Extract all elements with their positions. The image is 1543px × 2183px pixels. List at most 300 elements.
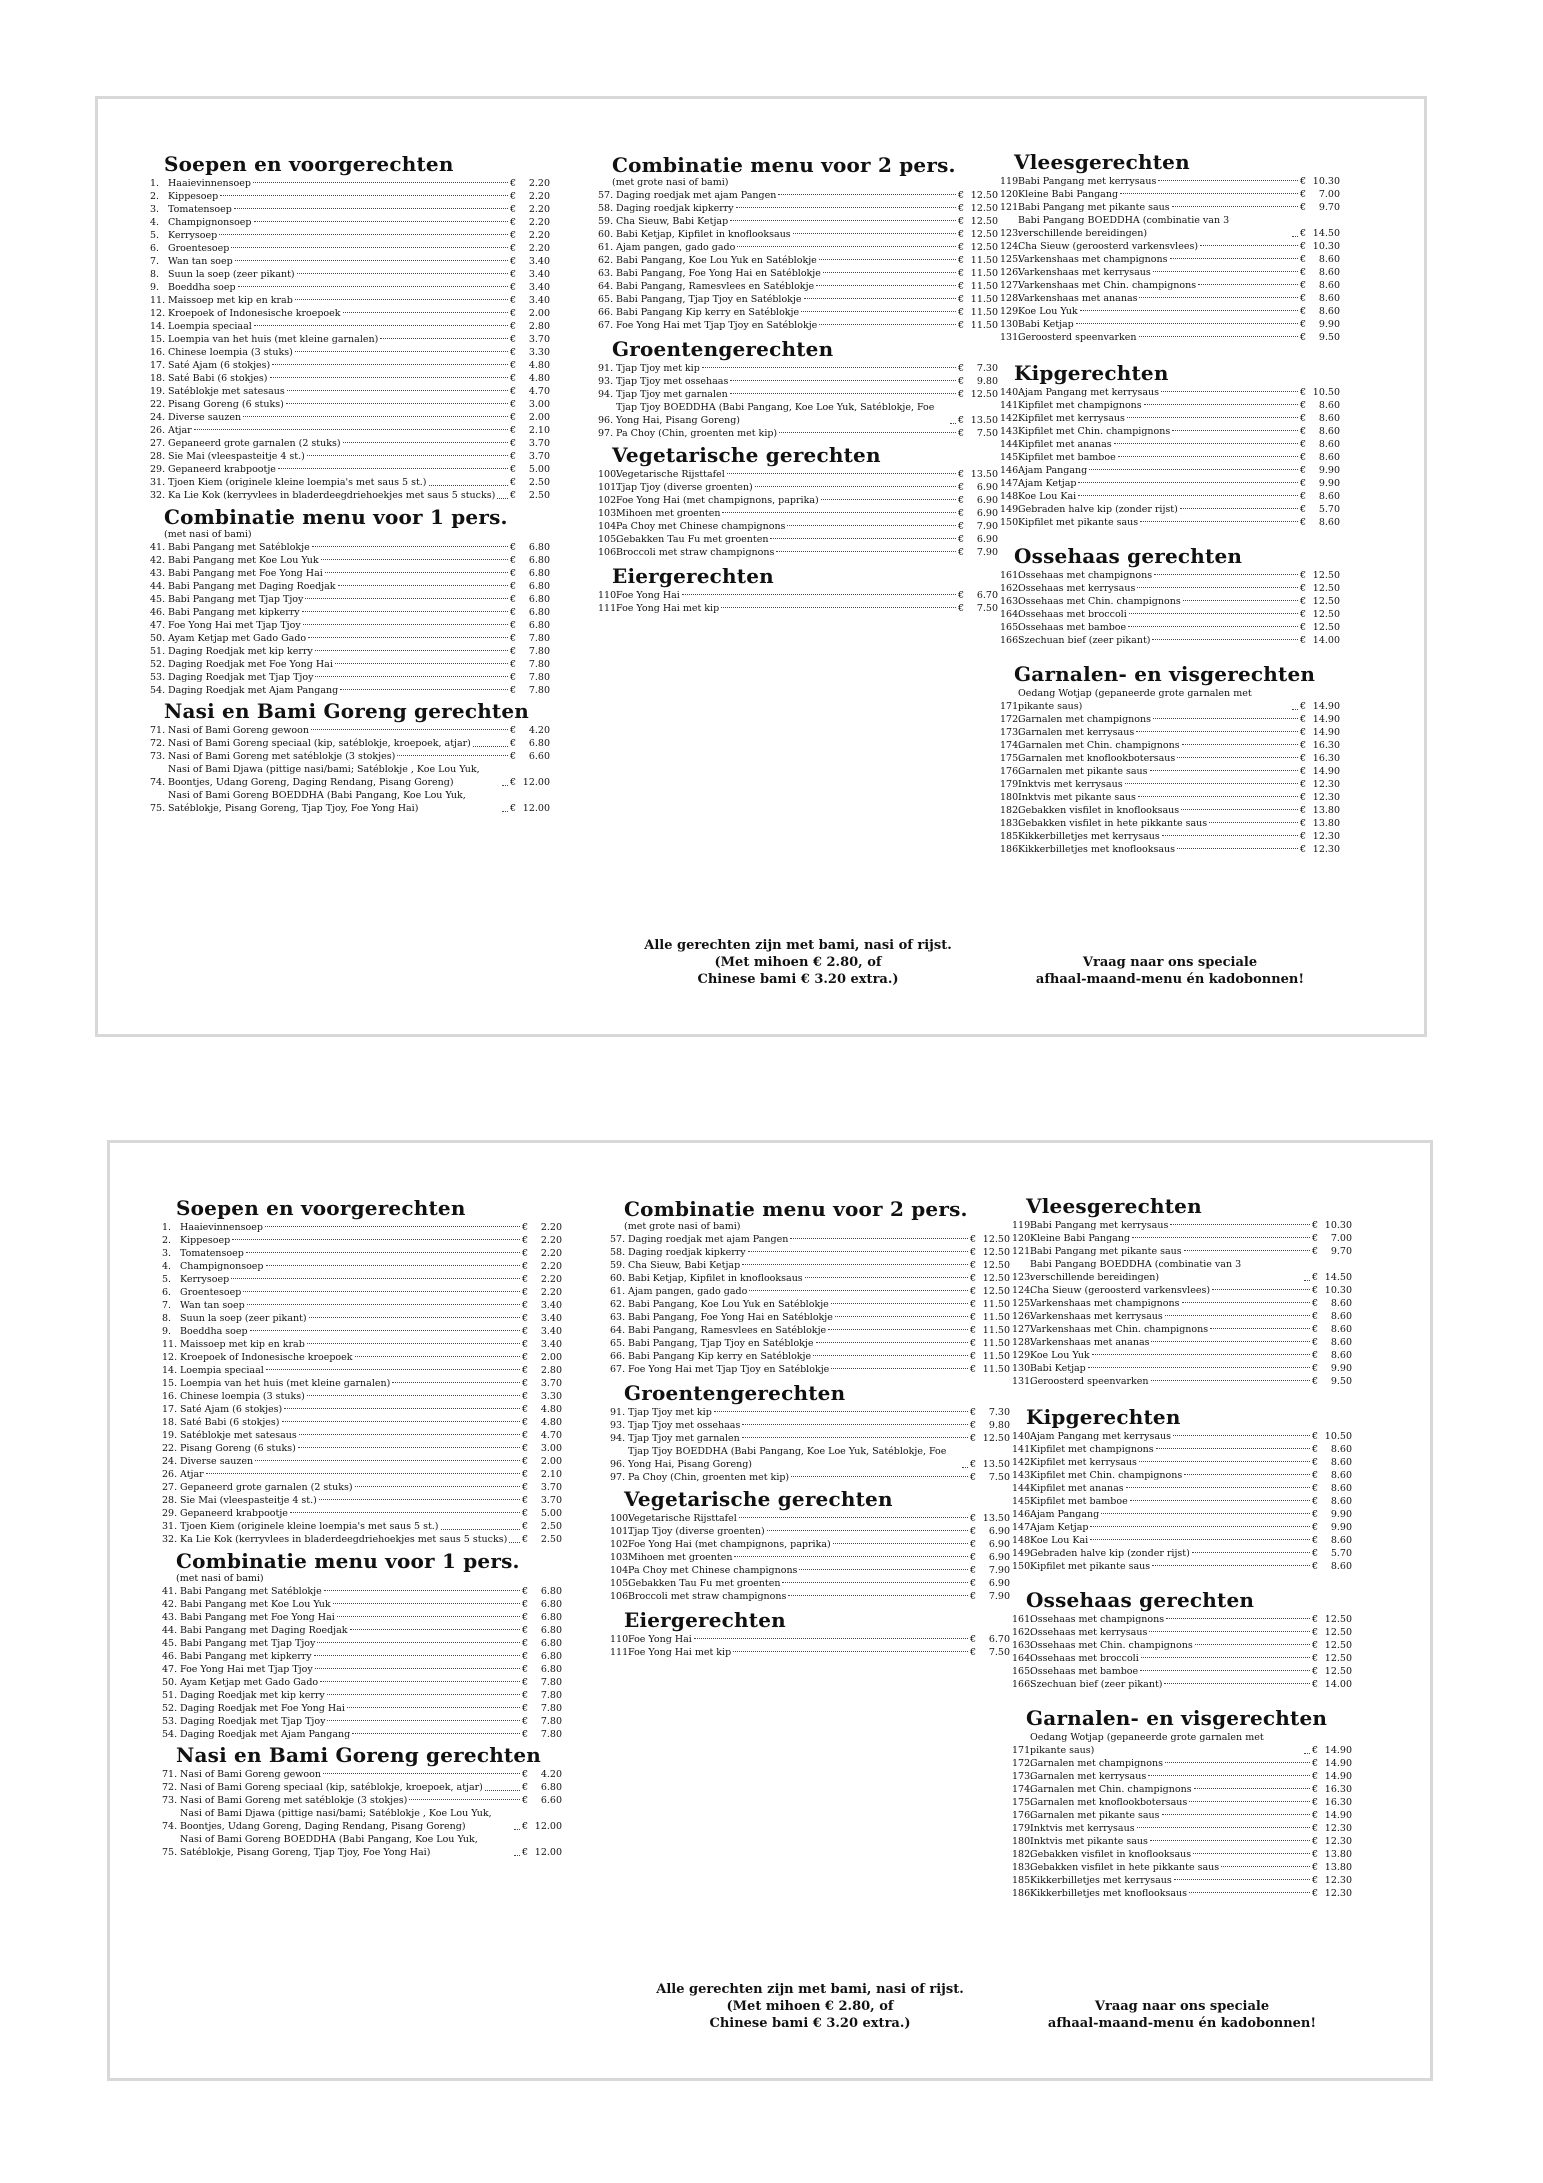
dot-leader	[194, 429, 508, 430]
menu-item-price: 7.90	[988, 1591, 1010, 1602]
dot-leader	[721, 607, 956, 608]
currency-symbol: €	[509, 217, 516, 228]
dot-leader	[1090, 1539, 1310, 1540]
menu-item-price: 11.50	[970, 320, 998, 331]
menu-item-name: Saté Ajam (6 stokjes)	[180, 1404, 283, 1415]
menu-item-number: 121.	[1000, 202, 1022, 213]
currency-symbol: €	[521, 1378, 528, 1389]
dot-leader	[730, 393, 956, 394]
dot-leader	[1198, 284, 1298, 285]
menu-item-number: 162.	[1012, 1627, 1034, 1638]
menu-item-price: 2.20	[528, 243, 550, 254]
menu-item-name: Maissoep met kip en krab	[180, 1339, 305, 1350]
currency-symbol: €	[509, 204, 516, 215]
menu-item-name: Varkenshaas met Chin. champignons	[1018, 280, 1197, 291]
currency-symbol: €	[521, 1821, 528, 1832]
dot-leader	[319, 1499, 520, 1500]
dot-leader	[1212, 1289, 1310, 1290]
menu-item-number: 162.	[1000, 583, 1022, 594]
section-soepen	[162, 1195, 562, 1546]
menu-item	[598, 602, 998, 615]
menu-item	[162, 1442, 562, 1455]
menu-item-number: 8.	[150, 269, 160, 280]
menu-item-name: Kikkerbilletjes met kerrysaus	[1030, 1875, 1172, 1886]
dot-leader	[284, 1408, 520, 1409]
dot-leader	[962, 1467, 968, 1468]
menu-item-price: 6.80	[540, 1651, 562, 1662]
menu-item-price: 12.50	[982, 1247, 1010, 1258]
menu-item	[150, 671, 550, 684]
menu-item-number: 163.	[1000, 596, 1022, 607]
menu-item-name: Groentesoep	[180, 1287, 242, 1298]
menu-item-name: Daging Roedjak met kip kerry	[180, 1690, 325, 1701]
menu-item-price: 3.40	[540, 1313, 562, 1324]
menu-item-price: 12.50	[1324, 1627, 1352, 1638]
menu-item-price: 8.60	[1318, 517, 1340, 528]
currency-symbol: €	[509, 308, 516, 319]
menu-item-price: 12.50	[1324, 1614, 1352, 1625]
section-kip	[1012, 1404, 1352, 1573]
dot-leader	[409, 1799, 520, 1800]
currency-symbol: €	[509, 594, 516, 605]
menu-item-number: 182.	[1012, 1849, 1034, 1860]
menu-item-name: Satéblokje met satesaus	[180, 1430, 297, 1441]
dot-leader	[1184, 1250, 1310, 1251]
dot-leader	[1154, 574, 1298, 575]
menu-item	[1012, 1757, 1352, 1770]
section-title: Soepen en voorgerechten	[176, 1196, 466, 1220]
menu-item	[1012, 1547, 1352, 1560]
menu-item-number: 28.	[150, 451, 166, 462]
dot-leader	[804, 298, 956, 299]
menu-item-name: Wan tan soep	[180, 1300, 245, 1311]
dot-leader	[1088, 1367, 1310, 1368]
dot-leader	[307, 455, 508, 456]
dot-leader	[778, 194, 956, 195]
currency-symbol: €	[1311, 1233, 1318, 1244]
currency-symbol: €	[957, 389, 964, 400]
dot-leader	[1151, 1380, 1310, 1381]
menu-item-name: Oedang Wotjap (gepaneerde grote garnalen met pikante saus)	[1030, 1732, 1264, 1756]
currency-symbol: €	[521, 1248, 528, 1259]
menu-item	[162, 1598, 562, 1611]
menu-item-number: 18.	[150, 373, 166, 384]
dot-leader	[1140, 521, 1298, 522]
menu-item	[1000, 503, 1340, 516]
section-groenten	[598, 336, 998, 440]
menu-item-price: 3.30	[540, 1391, 562, 1402]
menu-item-price: 8.60	[1330, 1470, 1352, 1481]
menu-item-number: 65.	[598, 294, 614, 305]
section-soepen	[150, 151, 550, 502]
currency-symbol: €	[957, 521, 964, 532]
currency-symbol: €	[957, 203, 964, 214]
menu-item-price: 3.40	[528, 282, 550, 293]
dot-leader	[1076, 323, 1298, 324]
menu-item-name: Inktvis met pikante saus	[1030, 1836, 1148, 1847]
menu-item-name: Suun la soep (zeer pikant)	[168, 269, 295, 280]
menu-item-number: 18.	[162, 1417, 178, 1428]
menu-item-price: 8.60	[1318, 439, 1340, 450]
currency-symbol: €	[969, 1260, 976, 1271]
dot-leader	[321, 559, 508, 560]
dot-leader	[816, 1342, 968, 1343]
currency-symbol: €	[1311, 1337, 1318, 1348]
menu-item-price: 9.90	[1318, 478, 1340, 489]
menu-item	[1012, 1508, 1352, 1521]
menu-item-number: 1.	[162, 1222, 172, 1233]
menu-item	[150, 750, 550, 763]
currency-symbol: €	[1311, 1324, 1318, 1335]
currency-symbol: €	[521, 1508, 528, 1519]
menu-item-price: 8.60	[1318, 280, 1340, 291]
menu-item-number: 59.	[598, 216, 614, 227]
dot-leader	[1139, 336, 1298, 337]
menu-item-number: 129.	[1012, 1350, 1034, 1361]
dot-leader	[355, 1486, 520, 1487]
menu-item-name: Haaievinnensoep	[180, 1222, 263, 1233]
dot-leader	[266, 1369, 520, 1370]
menu-item	[1000, 331, 1340, 344]
currency-symbol: €	[1299, 319, 1306, 330]
menu-item-name: Gebraden halve kip (zonder rijst)	[1018, 504, 1178, 515]
menu-item-name: Garnalen met knoflookbotersaus	[1018, 753, 1176, 764]
currency-symbol: €	[957, 603, 964, 614]
dot-leader	[246, 1252, 520, 1253]
menu-item-price: 6.70	[988, 1634, 1010, 1645]
menu-item-name: Tjap Tjoy (diverse groenten)	[628, 1526, 765, 1537]
menu-item	[162, 1533, 562, 1546]
menu-item	[162, 1494, 562, 1507]
menu-item-name: Nasi of Bami Goreng BOEDDHA (Babi Pangang, Koe Lou Yuk, Satéblokje, Pisang Goreng, Tjap Tjoy, Foe Yong Hai)	[180, 1834, 478, 1858]
menu-item-price: 6.80	[528, 738, 550, 749]
menu-item-number: 22.	[162, 1443, 178, 1454]
currency-symbol: €	[521, 1586, 528, 1597]
menu-item-price: 7.80	[540, 1729, 562, 1740]
menu-item-name: Inktvis met pikante saus	[1018, 792, 1136, 803]
menu-item-number: 105.	[610, 1578, 632, 1589]
currency-symbol: €	[957, 469, 964, 480]
menu-item-name: Pa Choy (Chin, groenten met kip)	[616, 428, 778, 439]
menu-item-price: 3.70	[528, 438, 550, 449]
currency-symbol: €	[957, 376, 964, 387]
column-left	[162, 1195, 562, 1859]
menu-item-price: 11.50	[982, 1351, 1010, 1362]
dot-leader	[325, 572, 508, 573]
currency-symbol: €	[1299, 844, 1306, 855]
menu-item-price: 2.20	[528, 230, 550, 241]
menu-item-price: 6.80	[540, 1625, 562, 1636]
dot-leader	[355, 1356, 520, 1357]
dot-leader	[831, 1368, 968, 1369]
menu-item	[1012, 1482, 1352, 1495]
dot-leader	[231, 1278, 520, 1279]
menu-item	[150, 450, 550, 463]
menu-item	[150, 268, 550, 281]
menu-item-number: 64.	[610, 1325, 626, 1336]
currency-symbol: €	[1299, 491, 1306, 502]
menu-item-price: 13.80	[1312, 805, 1340, 816]
menu-item-number: 105.	[598, 534, 620, 545]
menu-item-number: 186.	[1012, 1888, 1034, 1899]
currency-symbol: €	[1299, 332, 1306, 343]
menu-item-number: 145.	[1000, 452, 1022, 463]
dot-leader	[1162, 835, 1298, 836]
dot-leader	[327, 1720, 519, 1721]
menu-item-number: 41.	[162, 1586, 178, 1597]
menu-item-price: 12.50	[982, 1286, 1010, 1297]
menu-item-number: 145.	[1012, 1496, 1034, 1507]
currency-symbol: €	[1311, 1823, 1318, 1834]
menu-item-number: 16.	[162, 1391, 178, 1402]
menu-item-price: 2.50	[540, 1534, 562, 1545]
menu-item-number: 180.	[1012, 1836, 1034, 1847]
currency-symbol: €	[957, 229, 964, 240]
menu-item-name: Daging roedjak met ajam Pangen	[616, 190, 777, 201]
menu-item	[610, 1272, 1010, 1285]
menu-item-number: 185.	[1012, 1875, 1034, 1886]
section-vis	[1012, 1705, 1352, 1900]
currency-symbol: €	[1311, 1285, 1318, 1296]
rice-note-line2: (Met mihoen € 2.80, of	[714, 955, 882, 970]
menu-item-price: 8.60	[1330, 1496, 1352, 1507]
menu-item	[162, 1794, 562, 1807]
dot-leader	[1172, 206, 1298, 207]
menu-item-name: Sie Mai (vleespasteitje 4 st.)	[180, 1495, 317, 1506]
menu-item-name: Sie Mai (vleespasteitje 4 st.)	[168, 451, 305, 462]
currency-symbol: €	[1299, 504, 1306, 515]
menu-item-number: 72.	[162, 1782, 178, 1793]
menu-item-price: 13.80	[1324, 1849, 1352, 1860]
dot-leader	[1149, 1631, 1310, 1632]
dot-leader	[206, 1473, 520, 1474]
menu-item-number: 24.	[150, 412, 166, 423]
menu-item	[1000, 817, 1340, 830]
menu-item-price: 14.00	[1312, 635, 1340, 646]
menu-item-number: 123.	[1000, 228, 1022, 239]
currency-symbol: €	[521, 1326, 528, 1337]
section-title: Combinatie menu voor 2 pers.	[612, 153, 956, 177]
menu-item-name: Varkenshaas met kerrysaus	[1030, 1311, 1163, 1322]
menu-item-name: Ossehaas met champignons	[1030, 1614, 1165, 1625]
menu-item-name: Kipfilet met Chin. champignons	[1030, 1470, 1183, 1481]
menu-item-name: Gebakken Tau Fu met groenten	[628, 1578, 781, 1589]
menu-item-name: Ossehaas met champignons	[1018, 570, 1153, 581]
menu-item	[1012, 1219, 1352, 1232]
currency-symbol: €	[509, 269, 516, 280]
menu-item-name: Babi Pangang met Foe Yong Hai	[168, 568, 323, 579]
menu-item	[610, 1246, 1010, 1259]
menu-item-name: Babi Pangang met Satéblokje	[180, 1586, 322, 1597]
menu-item	[1012, 1809, 1352, 1822]
currency-symbol: €	[1311, 1679, 1318, 1690]
dot-leader	[338, 585, 508, 586]
currency-symbol: €	[1299, 727, 1306, 738]
menu-item-price: 10.50	[1324, 1431, 1352, 1442]
menu-item	[1000, 687, 1340, 713]
menu-item-number: 74.	[150, 777, 166, 788]
menu-item	[610, 1471, 1010, 1484]
section-title: Ossehaas gerechten	[1014, 544, 1243, 568]
menu-item-price: 6.90	[976, 534, 998, 545]
menu-item-number: 66.	[610, 1351, 626, 1362]
dot-leader	[266, 1265, 520, 1266]
currency-symbol: €	[969, 1325, 976, 1336]
menu-item-price: 12.50	[970, 216, 998, 227]
menu-item-name: Garnalen met knoflookbotersaus	[1030, 1797, 1188, 1808]
menu-item	[1000, 739, 1340, 752]
menu-item-number: 26.	[150, 425, 166, 436]
menu-item-price: 6.80	[540, 1638, 562, 1649]
menu-item-name: Foe Yong Hai met Tjap Tjoy	[180, 1664, 313, 1675]
currency-symbol: €	[521, 1482, 528, 1493]
menu-item-number: 29.	[162, 1508, 178, 1519]
menu-item-name: Loempia van het huis (met kleine garnalen)	[168, 334, 379, 345]
menu-item-number: 179.	[1000, 779, 1022, 790]
menu-item-number: 128.	[1000, 293, 1022, 304]
menu-item-number: 128.	[1012, 1337, 1034, 1348]
menu-item	[150, 346, 550, 359]
menu-item	[150, 789, 550, 815]
menu-item-number: 182.	[1000, 805, 1022, 816]
dot-leader	[1156, 1448, 1310, 1449]
menu-item-number: 148.	[1000, 491, 1022, 502]
currency-symbol: €	[957, 281, 964, 292]
menu-item-price: 9.90	[1330, 1509, 1352, 1520]
menu-item-name: Babi Pangang, Foe Yong Hai en Satéblokje	[628, 1312, 833, 1323]
section-title: Eiergerechten	[624, 1608, 786, 1632]
dot-leader	[1210, 1328, 1310, 1329]
menu-item-price: 12.50	[982, 1273, 1010, 1284]
section-title: Eiergerechten	[612, 564, 774, 588]
menu-item	[162, 1312, 562, 1325]
menu-item-name: Tomatensoep	[180, 1248, 244, 1259]
menu-item-price: 6.80	[528, 581, 550, 592]
currency-symbol: €	[957, 242, 964, 253]
dot-leader	[799, 1569, 968, 1570]
section-note: (met grote nasi of bami)	[612, 177, 729, 188]
menu-item-price: 7.90	[988, 1565, 1010, 1576]
menu-item-number: 150.	[1000, 517, 1022, 528]
menu-item-price: 13.80	[1312, 818, 1340, 829]
currency-symbol: €	[521, 1391, 528, 1402]
menu-item-price: 12.50	[1312, 622, 1340, 633]
menu-item-price: 7.50	[976, 428, 998, 439]
menu-item-price: 4.80	[528, 373, 550, 384]
dot-leader	[254, 221, 508, 222]
dot-leader	[714, 1411, 968, 1412]
currency-symbol: €	[521, 1638, 528, 1649]
menu-item-number: 71.	[150, 725, 166, 736]
menu-item-price: 11.50	[970, 294, 998, 305]
menu-item-number: 161.	[1000, 570, 1022, 581]
dot-leader	[734, 1556, 967, 1557]
menu-item	[162, 1689, 562, 1702]
menu-item-name: Ajam Pangang met kerrysaus	[1030, 1431, 1172, 1442]
menu-item-price: 11.50	[982, 1299, 1010, 1310]
menu-item	[598, 494, 998, 507]
menu-item-name: Ayam Ketjap met Gado Gado	[180, 1677, 319, 1688]
menu-item	[150, 645, 550, 658]
menu-item-number: 100.	[610, 1513, 632, 1524]
menu-item-name: Ka Lie Kok (kerryvlees in bladerdeegdriehoekjes met saus 5 stucks)	[168, 490, 496, 501]
currency-symbol: €	[1311, 1457, 1318, 1468]
section-title: Groentengerechten	[624, 1381, 846, 1405]
currency-symbol: €	[1311, 1444, 1318, 1455]
menu-item-number: 96.	[610, 1459, 626, 1470]
menu-item-name: Loempia speciaal	[168, 321, 252, 332]
currency-symbol: €	[1311, 1220, 1318, 1231]
menu-item-number: 59.	[610, 1260, 626, 1271]
menu-item	[162, 1377, 562, 1390]
menu-item	[1012, 1375, 1352, 1388]
dot-leader	[1120, 193, 1298, 194]
menu-item-number: 91.	[598, 363, 614, 374]
currency-symbol: €	[1299, 831, 1306, 842]
menu-item-number: 173.	[1000, 727, 1022, 738]
menu-item-name: Daging Roedjak met Ajam Pangang	[168, 685, 339, 696]
currency-symbol: €	[509, 256, 516, 267]
menu-item	[162, 1611, 562, 1624]
menu-item	[150, 307, 550, 320]
menu-item	[162, 1650, 562, 1663]
menu-item	[1000, 752, 1340, 765]
dot-leader	[1101, 1513, 1310, 1514]
menu-item-price: 14.90	[1324, 1758, 1352, 1769]
menu-item-number: 27.	[150, 438, 166, 449]
menu-item-name: Tjap Tjoy met ossehaas	[628, 1420, 741, 1431]
menu-item	[1012, 1284, 1352, 1297]
promo-note-line1: Vraag naar ons speciale	[1094, 1999, 1270, 2014]
dot-leader	[247, 1304, 520, 1305]
menu-item	[610, 1551, 1010, 1564]
menu-item-name: Nasi of Bami Goreng speciaal (kip, satéblokje, kroepoek, atjar)	[168, 738, 471, 749]
dot-leader	[791, 1476, 968, 1477]
menu-item-number: 72.	[150, 738, 166, 749]
menu-item-number: 103.	[598, 508, 620, 519]
menu-item-number: 104.	[598, 521, 620, 532]
menu-item-number: 93.	[598, 376, 614, 387]
menu-item-name: Tjoen Kiem (originele kleine loempia's met saus 5 st.)	[180, 1521, 439, 1532]
menu-item-price: 8.60	[1330, 1444, 1352, 1455]
menu-item-price: 13.50	[970, 469, 998, 480]
currency-symbol: €	[509, 738, 516, 749]
menu-item	[162, 1325, 562, 1338]
currency-symbol: €	[521, 1612, 528, 1623]
currency-symbol: €	[1299, 622, 1306, 633]
menu-item-number: 176.	[1000, 766, 1022, 777]
menu-item-price: 8.60	[1330, 1483, 1352, 1494]
menu-item-number: 124.	[1012, 1285, 1034, 1296]
menu-item	[1012, 1534, 1352, 1547]
menu-item-price: 3.00	[540, 1443, 562, 1454]
currency-symbol: €	[1299, 280, 1306, 291]
dot-leader	[790, 1238, 968, 1239]
currency-symbol: €	[509, 399, 516, 410]
menu-item	[162, 1234, 562, 1247]
menu-item-number: 142.	[1012, 1457, 1034, 1468]
menu-item-number: 102.	[598, 495, 620, 506]
dot-leader	[235, 260, 508, 261]
menu-item	[150, 541, 550, 554]
menu-item	[598, 388, 998, 401]
menu-item-name: Ajam Ketjap	[1018, 478, 1077, 489]
section-eier	[610, 1607, 1010, 1659]
menu-item	[598, 267, 998, 280]
menu-item	[162, 1624, 562, 1637]
dot-leader	[828, 1329, 968, 1330]
menu-item	[162, 1637, 562, 1650]
